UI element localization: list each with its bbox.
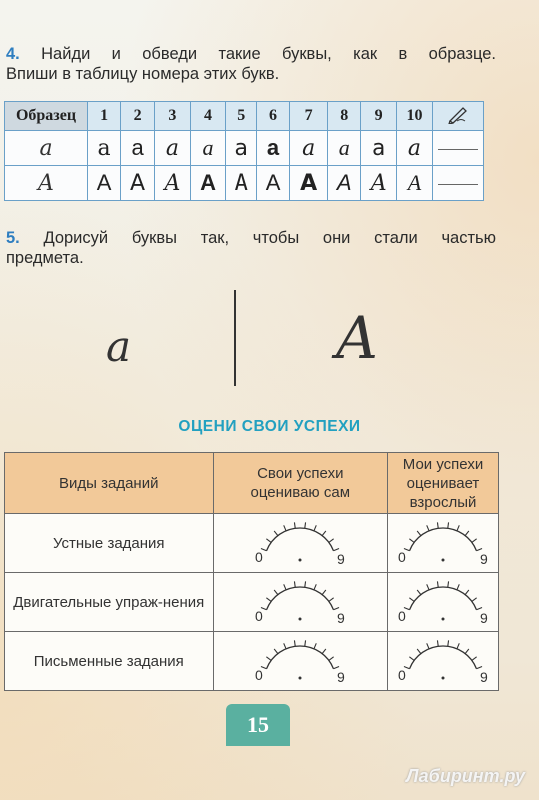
column-header: 9 [361,102,397,131]
sample-letter-capital: A [5,166,88,201]
gauge-tick [267,539,272,543]
gauge-tick [322,531,326,536]
table-row [5,573,499,632]
cursive-letter-small: a [106,322,132,371]
gauge-tick [457,643,459,649]
letter-cell[interactable]: A [361,166,397,201]
gauge-tick [472,598,477,602]
gauge[interactable] [388,632,499,691]
gauge-tick [284,643,286,649]
letter-cell[interactable]: A [190,166,226,201]
gauge-center-dot [299,618,302,621]
letter-cell[interactable]: a [290,131,328,166]
gauge-tick [314,525,316,531]
task-5-line-2: предмета. [6,249,84,267]
gauge-tick [457,584,459,590]
gauge-max-label: 9 [480,669,488,684]
gauge-tick [472,657,477,661]
gauge-arc [410,646,477,669]
gauge[interactable] [213,514,387,573]
pencil-icon [433,102,484,131]
gauge-tick [267,598,272,602]
section-heading: ОЦЕНИ СВОИ УСПЕХИ [178,418,361,435]
column-header-self: Свои успехи оцениваю сам [213,453,387,514]
gauge-center-dot [442,618,445,621]
gauge-tick [472,539,477,543]
letter-matching-table [4,101,484,201]
column-header: 7 [290,102,328,131]
task-4-line-2: Впиши в таблицу номера этих букв. [6,65,280,83]
column-header: 8 [328,102,361,131]
gauge-max-label: 9 [337,610,346,625]
gauge-tick [305,581,306,587]
letter-cell[interactable]: A [155,166,191,201]
gauge-center-dot [442,559,445,562]
task-4-line-1: Найди и обведи такие буквы, как в образце. [41,45,496,63]
gauge-tick [305,640,306,646]
letter-cell[interactable]: a [396,131,432,166]
column-header-adult: Мои успехи оценивает взрослый [388,453,499,514]
table-row [5,131,484,166]
letter-cell[interactable]: a [190,131,226,166]
letter-cell[interactable]: a [155,131,191,166]
task-5-text [6,228,496,268]
row-label: Письменные задания [5,632,214,691]
gauge-min-label: 0 [255,549,264,565]
column-header: 4 [190,102,226,131]
gauge-tick [295,640,296,646]
sample-header: Образец [5,102,88,131]
gauge-tick [295,522,296,528]
gauge-tick [322,590,326,595]
gauge-center-dot [299,559,302,562]
column-header: 3 [155,102,191,131]
gauge[interactable] [213,573,387,632]
gauge-max-label: 9 [337,669,346,684]
letter-cell[interactable]: A [396,166,432,201]
gauge-tick [465,590,469,595]
row-label: Устные задания [5,514,214,573]
gauge-tick [274,531,278,536]
gauge-tick [284,525,286,531]
table-row [5,632,499,691]
gauge-tick [314,643,316,649]
letter-cell[interactable]: a [256,131,289,166]
task-5-line-1: Дорисуй буквы так, чтобы они стали частью [43,229,496,247]
gauge-tick [448,522,449,528]
gauge-arc [267,587,334,610]
gauge-tick [409,539,414,543]
gauge-tick [295,581,296,587]
cursive-letter-capital: A [336,304,378,372]
gauge-tick [427,584,429,590]
task-4-number: 4. [6,45,20,63]
gauge-tick [437,640,438,646]
gauge-tick [284,584,286,590]
gauge-min-label: 0 [398,549,406,565]
gauge-max-label: 9 [337,551,346,566]
divider-line [234,290,236,386]
gauge-tick [457,525,459,531]
gauge-tick [448,640,449,646]
gauge-tick [329,539,334,543]
gauge-dial-adult-oral [388,520,498,566]
gauge-tick [267,657,272,661]
gauge-tick [409,598,414,602]
letter-cell[interactable]: a [361,131,397,166]
letter-cell[interactable]: A [121,166,155,201]
gauge-dial-self-motor [245,579,355,625]
task-5-number: 5. [6,229,20,247]
table-row [5,166,484,201]
gauge-tick [274,649,278,654]
gauge-max-label: 9 [480,551,488,566]
row-label: Двигательные упраж-нения [5,573,214,632]
letter-cell[interactable]: A [328,166,361,201]
gauge-tick [314,584,316,590]
gauge-tick [465,531,469,536]
column-header: 1 [88,102,121,131]
gauge-dial-self-oral [245,520,355,566]
gauge-arc [410,587,477,610]
column-header: 10 [396,102,432,131]
answer-field[interactable] [433,166,484,201]
column-header: 6 [256,102,289,131]
gauge-tick [329,598,334,602]
gauge-max-label: 9 [480,610,488,625]
self-assessment-table [4,452,499,691]
gauge-center-dot [299,677,302,680]
gauge-dial-self-written [245,638,355,684]
task-4-text [6,44,496,84]
gauge-arc [267,528,334,551]
gauge-dial-adult-written [388,638,498,684]
gauge-min-label: 0 [255,608,264,624]
letter-cell[interactable]: A [226,166,257,201]
gauge-tick [427,643,429,649]
gauge-tick [305,522,306,528]
watermark: Лабиринт.ру [406,766,525,786]
gauge-tick [465,649,469,654]
gauge-tick [274,590,278,595]
gauge-min-label: 0 [255,667,264,683]
gauge-tick [322,649,326,654]
gauge-tick [409,657,414,661]
answer-field[interactable] [433,131,484,166]
gauge-tick [437,581,438,587]
gauge-dial-adult-motor [388,579,498,625]
gauge[interactable] [213,632,387,691]
gauge-tick [417,590,421,595]
gauge[interactable] [388,573,499,632]
gauge-tick [417,531,421,536]
gauge[interactable] [388,514,499,573]
gauge-tick [437,522,438,528]
letter-cell[interactable]: a [328,131,361,166]
gauge-tick [427,525,429,531]
letter-cell[interactable]: a [226,131,257,166]
sample-letter-small: a [5,131,88,166]
page-number: 15 [226,704,290,746]
gauge-min-label: 0 [398,667,406,683]
gauge-tick [329,657,334,661]
table-row [5,514,499,573]
letter-cell[interactable]: a [121,131,155,166]
gauge-min-label: 0 [398,608,406,624]
letter-cell[interactable]: A [290,166,328,201]
column-header-task-types: Виды заданий [5,453,214,514]
gauge-tick [448,581,449,587]
column-header: 2 [121,102,155,131]
gauge-tick [417,649,421,654]
column-header: 5 [226,102,257,131]
gauge-arc [267,646,334,669]
gauge-arc [410,528,477,551]
gauge-center-dot [442,677,445,680]
letter-cell[interactable]: A [88,166,121,201]
letter-cell[interactable]: a [88,131,121,166]
letter-cell[interactable]: A [256,166,289,201]
